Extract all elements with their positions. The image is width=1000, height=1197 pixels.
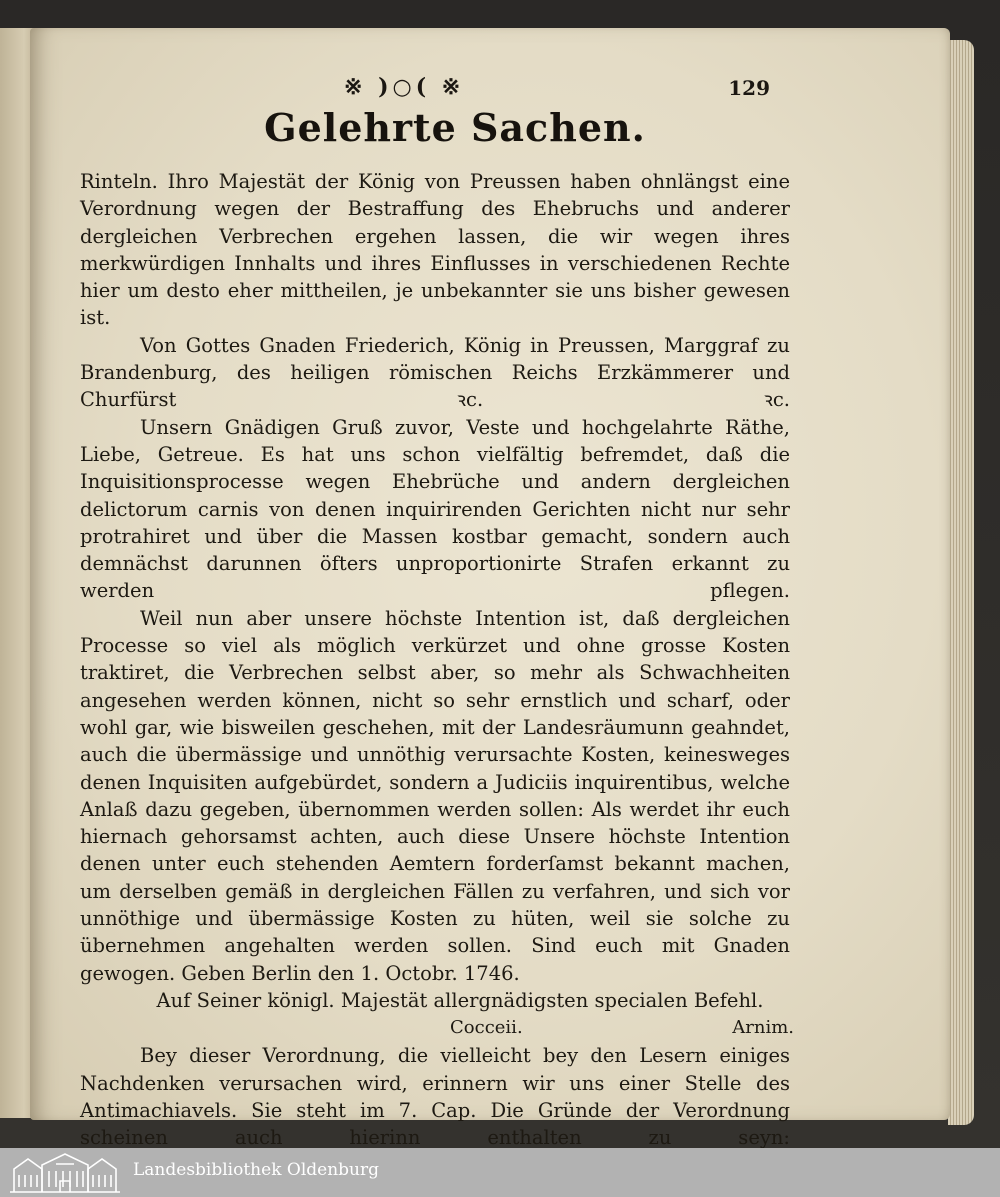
library-name: Landesbibliothek Oldenburg bbox=[133, 1160, 380, 1180]
paragraph-title-of-king: Von Gottes Gnaden Friederich, König in Preussen, Marggraf zu Brandenburg, des heiligen römischen Reichs Erzkämmerer und Churfürst ꝛc. ꝛc. bbox=[80, 333, 790, 412]
signer-arnim: Arnim. bbox=[732, 1017, 794, 1039]
library-building-logo-icon bbox=[8, 1151, 122, 1194]
library-footer-bar bbox=[0, 1148, 1000, 1197]
section-title: Gelehrte Sachen. bbox=[264, 105, 646, 150]
signers-row bbox=[80, 1014, 794, 1042]
paragraph-commentary: Bey dieser Verordnung, die vielleicht bey den Lesern einiges Nachdenken verursachen wird, erinnern wir uns einer Stelle des Antimachiavels. Sie steht im 7. Cap. Die Gründe der Verordnung scheinen auch hierinn enthalten zu seyn: bbox=[80, 1044, 790, 1148]
paragraph-greeting: Unsern Gnädigen Gruß zuvor, Veste und hochgelahrte Räthe, Liebe, Getreue. Es hat uns schon vielfältig befremdet, daß die Inquisitionsprocesse wegen Ehebrüche und andern dergleichen delictorum carnis von denen inquirirenden Gerichten nicht nur sehr protrahiret und über die Massen kostbar gemacht, sondern auch demnächst darunnen öfters unproportionirte Strafen erkannt zu werden pflegen. bbox=[80, 415, 790, 603]
page-number: 129 bbox=[728, 76, 770, 100]
paragraph-decree: Weil nun aber unsere höchste Intention ist, daß dergleichen Processe so viel als möglich verkürzet und ohne grosse Kosten traktiret, die Verbrechen selbst aber, so mehr als Schwachheiten angesehen werden können, nicht so sehr ernstlich und scharf, oder wohl gar, wie bisweilen geschehen, mit der Landesräumunn geahndet, auch die übermässige und unnöthig verursachte Kosten, keinesweges denen Inquisiten aufgebürdet, sondern a Judiciis inquirentibus, welche Anlaß dazu gegeben, übernommen werden sollen: Als werdet ihr euch hiernach gehorsamst achten, auch diese Unsere höchste Intention denen unter euch stehenden Aemtern forderſamst bekannt machen, um derselben gemäß in dergleichen Fällen zu verfahren, und sich vor unnöthige und übermässige Kosten zu hüten, weil sie solche zu übernehmen angehalten werden sollen. Sind euch mit Gnaden gewogen. Geben Berlin den 1. Octobr. 1746. bbox=[80, 606, 790, 985]
page-stack-edge bbox=[948, 40, 974, 1125]
signature-line: Auf Seiner königl. Majestät allergnädigsten specialen Befehl. bbox=[156, 988, 764, 1012]
signer-cocceii: Cocceii. bbox=[450, 1017, 523, 1039]
page-body bbox=[80, 168, 794, 1148]
paragraph-intro: Rinteln. Ihro Majestät der König von Preussen haben ohnlängst eine Verordnung wegen der Bestraffung des Ehebruchs und anderer dergleichen Verbrechen ergehen lassen, die wir wegen ihres merkwürdigen Innhalts und ihres Einflusses in verschiedenen Rechte hier um desto eher mittheilen, je unbekannter sie uns bisher gewesen ist. bbox=[80, 170, 790, 330]
header-ornament: ※ )○( ※ bbox=[344, 74, 465, 100]
page-header bbox=[300, 72, 770, 102]
